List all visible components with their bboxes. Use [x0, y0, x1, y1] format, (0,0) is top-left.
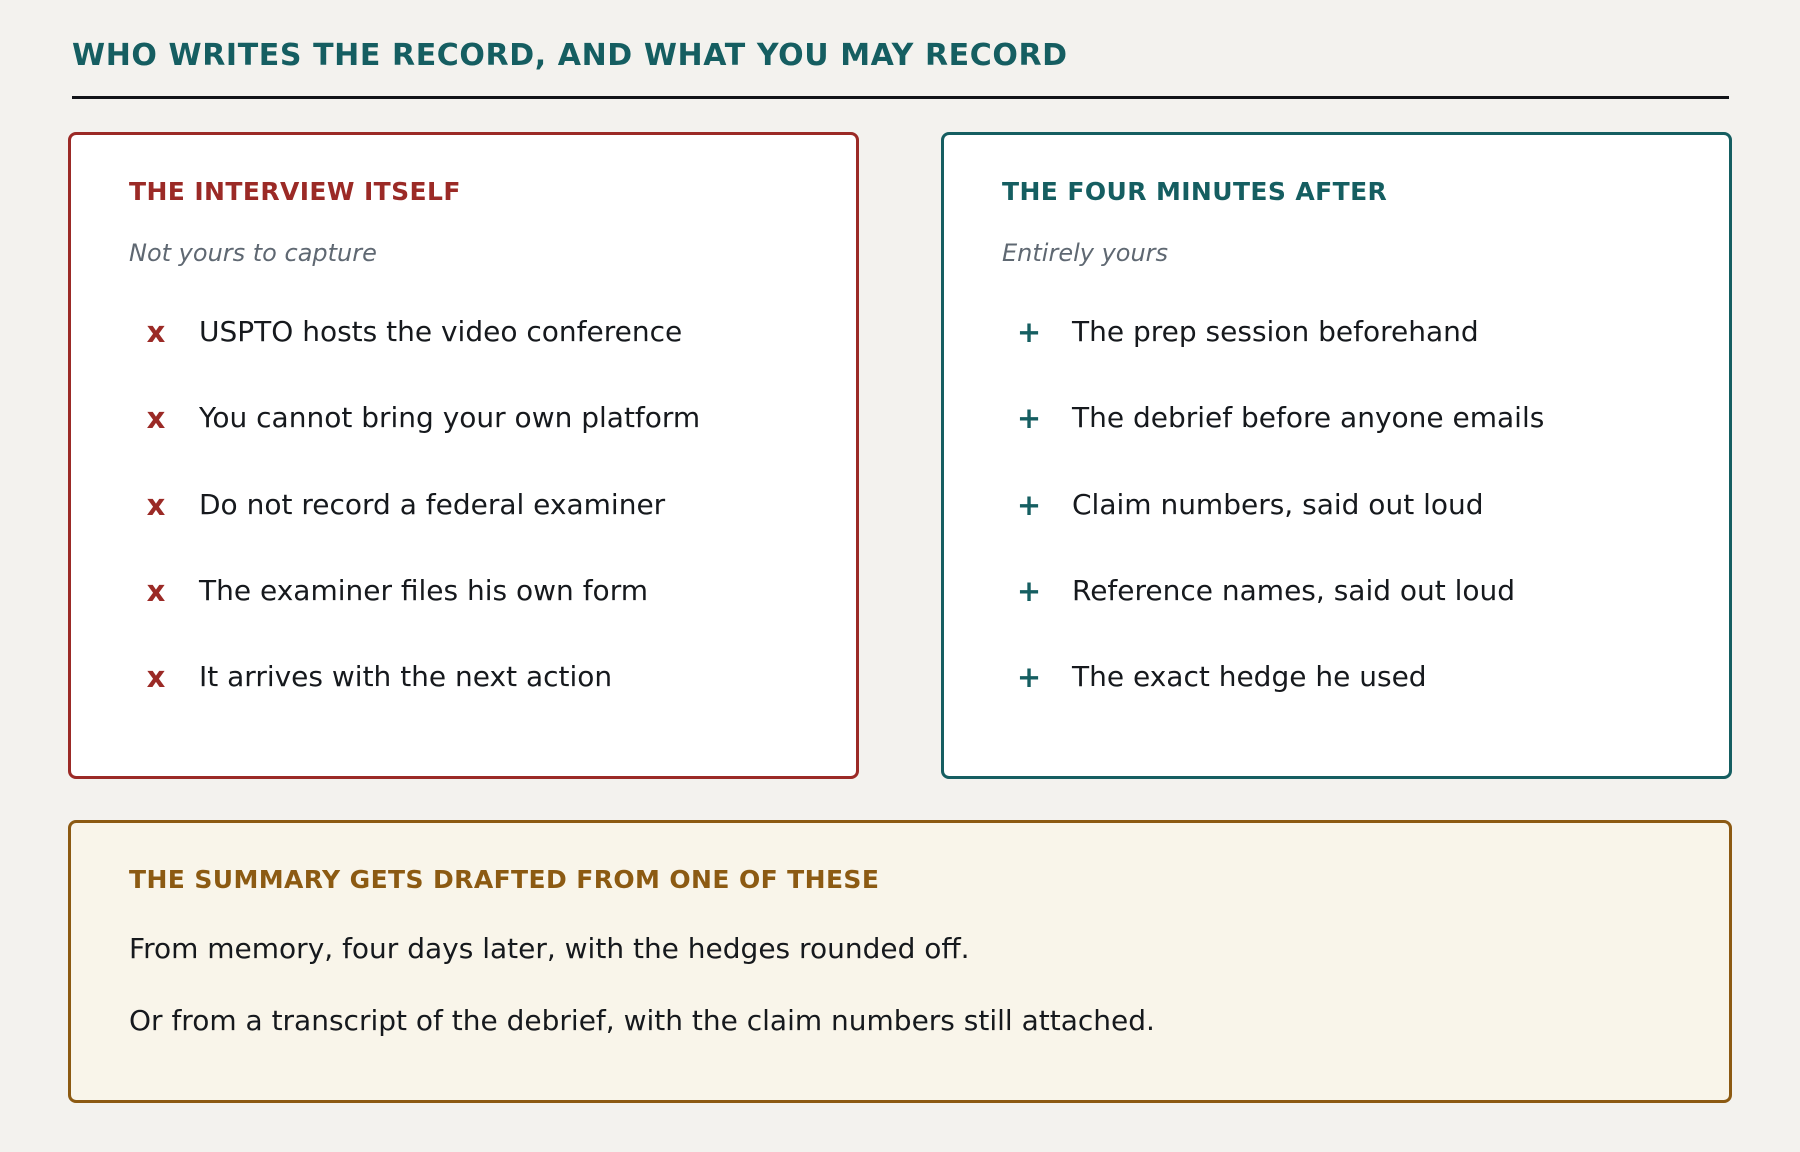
- title-divider: [72, 96, 1729, 99]
- plus-icon: +: [1016, 487, 1042, 522]
- four-minutes-panel-subtitle: Entirely yours: [1002, 239, 1169, 267]
- list-item: [944, 488, 1729, 574]
- x-mark-icon: x: [146, 401, 166, 436]
- summary-panel: [68, 820, 1732, 1103]
- list-item: [944, 315, 1729, 401]
- list-item-text: The examiner files his own form: [199, 573, 648, 607]
- list-item: [944, 660, 1729, 746]
- plus-icon: +: [1016, 660, 1042, 694]
- four-minutes-item-list: [944, 315, 1729, 746]
- interview-panel-heading: THE INTERVIEW ITSELF: [129, 177, 461, 206]
- list-item-text: You cannot bring your own platform: [199, 401, 701, 435]
- list-item-text: USPTO hosts the video conference: [199, 315, 683, 348]
- summary-panel-heading: THE SUMMARY GETS DRAFTED FROM ONE OF THESE: [129, 865, 880, 894]
- list-item-text: Claim numbers, said out loud: [1072, 487, 1484, 521]
- x-mark-icon: x: [146, 660, 166, 694]
- list-item: [944, 401, 1729, 487]
- list-item-text: Do not record a federal examiner: [199, 487, 666, 521]
- list-item-text: It arrives with the next action: [199, 660, 613, 693]
- page-title: WHO WRITES THE RECORD, AND WHAT YOU MAY RECORD: [72, 38, 1068, 73]
- list-item-text: The debrief before anyone emails: [1072, 401, 1545, 435]
- interview-panel: [68, 132, 859, 779]
- x-mark-icon: x: [146, 315, 166, 349]
- four-minutes-panel-heading: THE FOUR MINUTES AFTER: [1002, 177, 1388, 206]
- x-mark-icon: x: [146, 487, 166, 522]
- list-item: [71, 315, 856, 401]
- x-mark-icon: x: [146, 573, 166, 608]
- plus-icon: +: [1016, 401, 1042, 436]
- four-minutes-panel: [941, 132, 1732, 779]
- list-item: [71, 574, 856, 660]
- list-item-text: The prep session beforehand: [1072, 315, 1479, 348]
- list-item-text: The exact hedge he used: [1072, 660, 1427, 693]
- list-item: [944, 574, 1729, 660]
- plus-icon: +: [1016, 315, 1042, 349]
- list-item: [71, 660, 856, 746]
- plus-icon: +: [1016, 573, 1042, 608]
- summary-line-memory: From memory, four days later, with the hedges rounded off.: [129, 932, 970, 965]
- interview-item-list: [71, 315, 856, 746]
- list-item-text: Reference names, said out loud: [1072, 573, 1516, 607]
- list-item: [71, 488, 856, 574]
- interview-panel-subtitle: Not yours to capture: [129, 239, 377, 267]
- list-item: [71, 401, 856, 487]
- summary-line-transcript: Or from a transcript of the debrief, with the claim numbers still attached.: [129, 1004, 1155, 1037]
